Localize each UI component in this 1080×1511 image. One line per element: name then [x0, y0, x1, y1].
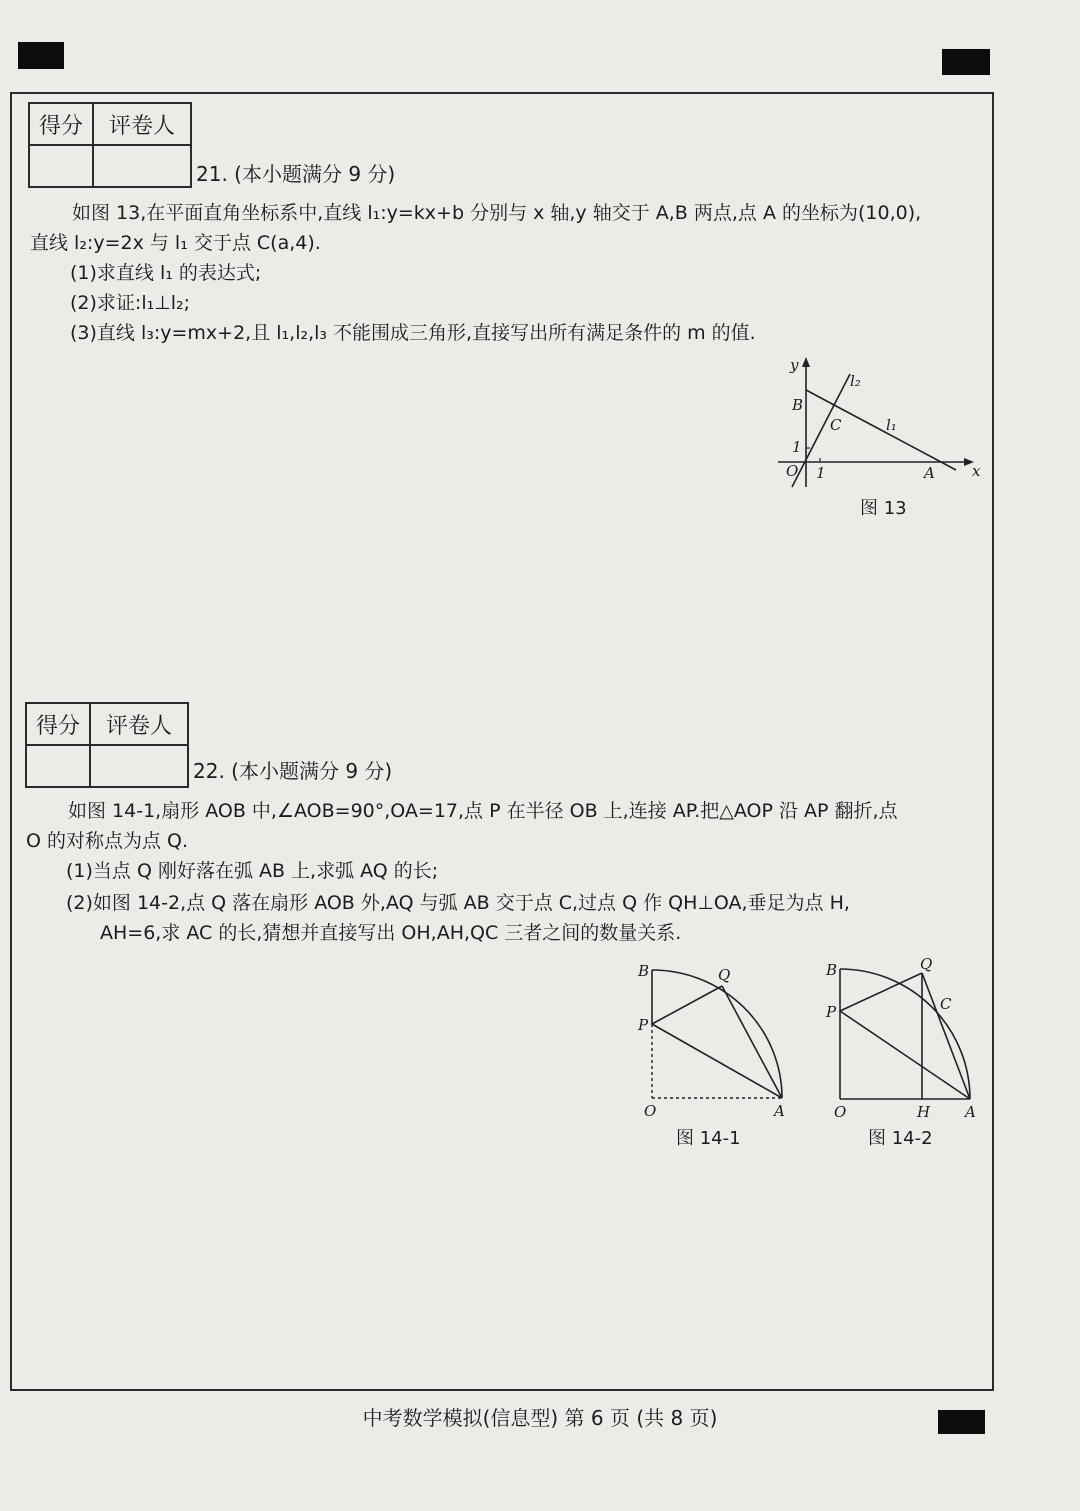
label-P: P [826, 1003, 837, 1021]
figure-13 [770, 352, 990, 492]
grader-label: 评卷人 [93, 103, 191, 145]
q22-part2-line2: AH=6,求 AC 的长,猜想并直接写出 OH,AH,QC 三者之间的数量关系. [100, 922, 682, 944]
q22-part2-line1: (2)如图 14-2,点 Q 落在扇形 AOB 外,AQ 与弧 AB 交于点 C,过点 Q 作 QH⊥OA,垂足为点 H, [66, 892, 850, 914]
label-Q: Q [920, 955, 933, 973]
segment-PQ [840, 973, 922, 1011]
q21-part2: (2)求证:l₁⊥l₂; [70, 292, 191, 314]
label-O: O [644, 1102, 657, 1120]
label-O: O [786, 462, 799, 480]
label-l1: l₁ [886, 416, 897, 434]
label-l2: l₂ [850, 372, 861, 390]
segment-QA [922, 973, 970, 1099]
label-B: B [826, 961, 838, 979]
q21-part3: (3)直线 l₃:y=mx+2,且 l₁,l₂,l₃ 不能围成三角形,直接写出所有满足条件的 m 的值. [70, 322, 756, 344]
registration-mark-top-right [942, 49, 990, 75]
q22-stem-line1: 如图 14-1,扇形 AOB 中,∠AOB=90°,OA=17,点 P 在半径 OB 上,连接 AP.把△AOP 沿 AP 翻折,点 [68, 800, 898, 822]
label-B: B [638, 962, 650, 980]
q21-stem-line2: 直线 l₂:y=2x 与 l₁ 交于点 C(a,4). [30, 232, 321, 254]
grader-cell[interactable] [90, 745, 188, 787]
label-y: y [790, 356, 799, 374]
segment-PQ [652, 986, 722, 1024]
y-axis-arrow [802, 357, 810, 367]
score-label: 得分 [26, 703, 90, 745]
label-O: O [834, 1103, 847, 1121]
score-cell[interactable] [26, 745, 90, 787]
label-C: C [830, 416, 842, 434]
q22-part1: (1)当点 Q 刚好落在弧 AB 上,求弧 AQ 的长; [66, 860, 439, 882]
segment-PA [840, 1011, 970, 1099]
label-H: H [917, 1103, 931, 1121]
figure-14-2-caption: 图 14-2 [868, 1128, 933, 1149]
registration-mark-top-left [18, 42, 64, 69]
figure-14-1-caption: 图 14-1 [676, 1128, 741, 1149]
q21-part1: (1)求直线 l₁ 的表达式; [70, 262, 262, 284]
figure-14-2 [820, 955, 990, 1123]
label-B: B [792, 396, 804, 414]
label-one-y: 1 [792, 438, 802, 456]
label-P: P [638, 1016, 649, 1034]
label-x: x [972, 462, 981, 480]
label-Q: Q [718, 966, 731, 984]
score-table-q22 [25, 702, 189, 788]
question-21-header: 21. (本小题满分 9 分) [196, 162, 396, 186]
label-A: A [774, 1102, 785, 1120]
score-table-q21 [28, 102, 192, 188]
figure-13-caption: 图 13 [860, 498, 907, 519]
grader-label: 评卷人 [90, 703, 188, 745]
grader-cell[interactable] [93, 145, 191, 187]
label-A: A [924, 464, 935, 482]
score-label: 得分 [29, 103, 93, 145]
label-one-x: 1 [816, 464, 826, 482]
line-l1 [806, 390, 956, 470]
figure-14-1 [630, 958, 800, 1123]
label-C: C [940, 995, 952, 1013]
label-A: A [965, 1103, 976, 1121]
page-footer: 中考数学模拟(信息型) 第 6 页 (共 8 页) [362, 1406, 718, 1430]
q21-stem-line1: 如图 13,在平面直角坐标系中,直线 l₁:y=kx+b 分别与 x 轴,y 轴交于 A,B 两点,点 A 的坐标为(10,0), [72, 202, 922, 224]
q22-stem-line2: O 的对称点为点 Q. [26, 830, 189, 852]
question-22-header: 22. (本小题满分 9 分) [193, 759, 393, 783]
arc-AB [840, 969, 970, 1099]
score-cell[interactable] [29, 145, 93, 187]
